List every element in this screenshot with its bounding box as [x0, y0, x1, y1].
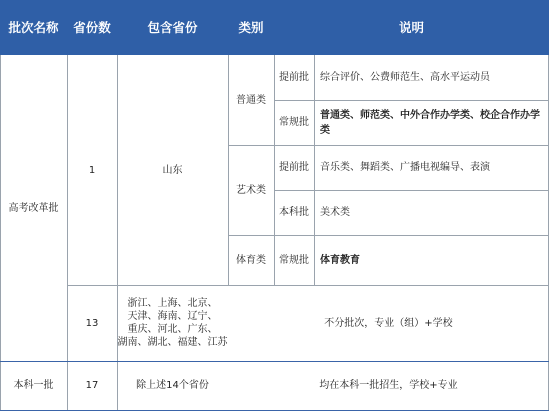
province-line: 重庆、河北、广东、 — [127, 324, 218, 335]
description-general-regular: 普通类、师范类、中外合作办学类、校企合作办学类 — [320, 109, 540, 136]
province-line: 天津、海南、辽宁、 — [127, 311, 218, 322]
sub-batch-undergrad: 本科批 — [279, 207, 309, 218]
province-list-13 — [117, 285, 228, 361]
batch-name-first: 本科一批 — [13, 380, 54, 391]
province-shandong: 山东 — [162, 164, 183, 176]
province-line: 湖南、湖北、福建、江苏 — [117, 337, 228, 348]
province-remaining: 除上述14个省份 — [136, 380, 209, 391]
sub-batch-early: 提前批 — [279, 162, 309, 173]
col-header-description: 说明 — [398, 20, 424, 35]
sub-batch-early: 提前批 — [279, 72, 309, 83]
description-art-early: 音乐类、舞蹈类、广播电视编导、表演 — [320, 162, 490, 173]
description-sports-regular: 体育教育 — [320, 254, 360, 266]
col-header-provinces: 包含省份 — [147, 20, 198, 35]
description-first-batch: 均在本科一批招生，学校+专业 — [319, 380, 458, 391]
col-header-province-count: 省份数 — [73, 20, 111, 35]
province-count-17: 17 — [85, 380, 99, 391]
col-header-batch-name: 批次名称 — [8, 20, 59, 35]
province-count-1: 1 — [88, 164, 96, 176]
table-bottom-border — [0, 410, 549, 411]
category-general: 普通类 — [236, 94, 266, 106]
province-line: 浙江、上海、北京、 — [127, 298, 218, 309]
description-art-undergrad: 美术类 — [320, 207, 350, 218]
batch-name-reform: 高考改革批 — [8, 202, 59, 214]
sub-batch-regular: 常规批 — [279, 117, 309, 128]
category-sports: 体育类 — [236, 254, 266, 266]
sub-batch-regular: 常规批 — [279, 254, 309, 266]
description-general-early: 综合评价、公费师范生、高水平运动员 — [320, 72, 490, 83]
description-no-batch: 不分批次，专业（组）+学校 — [324, 317, 453, 329]
category-art: 艺术类 — [236, 184, 266, 196]
col-header-category: 类别 — [238, 20, 264, 35]
province-count-13: 13 — [85, 317, 99, 329]
